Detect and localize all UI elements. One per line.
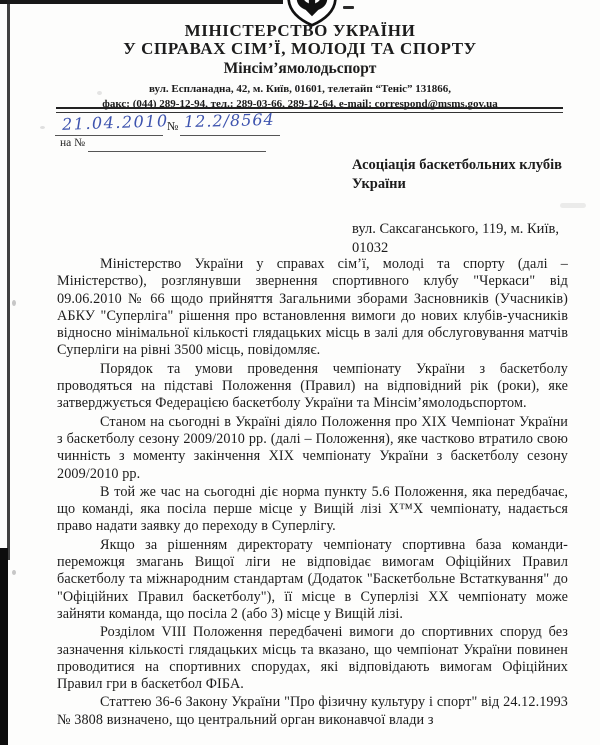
scan-speck (12, 300, 16, 306)
recipient-name-line1: Асоціація баскетбольних клубів (352, 157, 562, 173)
recipient-address-line2: 01032 (352, 239, 389, 256)
body-paragraph: Розділом VIII Положення передбачені вимоги до спортивних споруд без зазначення кількості глядацьких місць та вказано, що чемпіонат України повинен проводитися на спортивних спорудах, які відповідають вимогам Офіційних Правил гри в баскетбол ФІБА. (57, 624, 568, 693)
ministry-address: вул. Еспланадна, 42, м. Київ, 01601, телетайп “Теніс” 131866, (148, 83, 452, 95)
scan-speck (343, 6, 354, 9)
body-paragraph: Міністерство України у справах сім’ї, молоді та спорту (далі – Міністерство), розглянувши звернення спортивного клубу "Черкаси" від 09.06.2010 № 66 щодо прийняття Загальними зборами Засновників (Учасників) АБКУ "Суперліга" рішення про встановлення вимоги до нових клубів-учасників відносно мінімальної кількості глядацьких місць в залі для обслуговування матчів Суперліги на рівні 3500 місць, повідомляє. (57, 256, 568, 359)
number-underline (180, 135, 280, 136)
recipient-name-line2: України (352, 175, 406, 192)
letter-body (57, 256, 568, 730)
body-paragraph: В той же час на сьогодні діє норма пункту 5.6 Положення, яка передбачає, що команді, яка посіла перше місце у Вищій лізі Х™Х чемпіонату, надається право надати заявку до переходу в Суперлігу. (57, 483, 568, 535)
scan-edge-left (7, 0, 10, 560)
scan-edge-bottom-left (0, 548, 8, 745)
ministry-name-line2: У СПРАВАХ СІМ’Ї, МОЛОДІ ТА СПОРТУ (123, 39, 477, 58)
body-paragraph: Станом на сьогодні в Україні діяло Положення про XIX Чемпіонат України з баскетболу сезону 2009/2010 рр. (далі – Положення), яке частково втратило свою чинність з моменту закінчення XIX чемпіонату України з баскетболу сезону 2009/2010 рр. (57, 413, 568, 482)
body-paragraph: Статтею 36-6 Закону України "Про фізичну культуру і спорт" від 24.12.1993 № 3808 визначено, що центральний орган виконавчої влади з (57, 694, 568, 728)
recipient-address-line1: вул. Саксаганського, 119, м. Київ, (352, 221, 559, 237)
letterhead (30, 22, 570, 111)
handwritten-date: 21.04.2010 (61, 111, 169, 134)
recipient-block (352, 156, 588, 257)
scan-speck (12, 570, 16, 575)
date-underline (55, 135, 163, 136)
reply-to-underline (88, 151, 266, 152)
ministry-short-name: Мінсім’ямолодьспорт (223, 60, 377, 77)
body-paragraph: Якщо за рішенням директорату чемпіонату спортивна база команди-переможця змагань Вищої ліги не відповідає вимогам Офіційних Правил баскетболу та міжнародним стандартам (Додаток "Баскетбольне Встаткування" до "Офіційних Правил баскетболу"), її місце в Суперлізі ХХ чемпіонату може зайняти команда, що посіла 2 (або 3) місце у Вищій лізі. (57, 536, 568, 622)
ministry-contacts: факс: (044) 289-12-94, тел.: 289-03-66, 289-12-64, e-mail: correspond@msms.gov.ua (102, 97, 498, 110)
scan-speck (40, 126, 45, 129)
number-sign-label: № (167, 119, 179, 133)
ministry-name-line1: МІНІСТЕРСТВО УКРАЇНИ (184, 21, 416, 40)
handwritten-number: 12.2/8564 (183, 109, 275, 132)
scan-edge-top (0, 0, 283, 4)
reply-to-label: на № (60, 137, 86, 149)
body-paragraph: Порядок та умови проведення чемпіонату України з баскетболу проводяться на підставі Положення (Правил) на відповідний рік (роки), яке затверджується Федерацією баскетболу України та Мінсім’ямолодьспортом. (57, 360, 568, 412)
